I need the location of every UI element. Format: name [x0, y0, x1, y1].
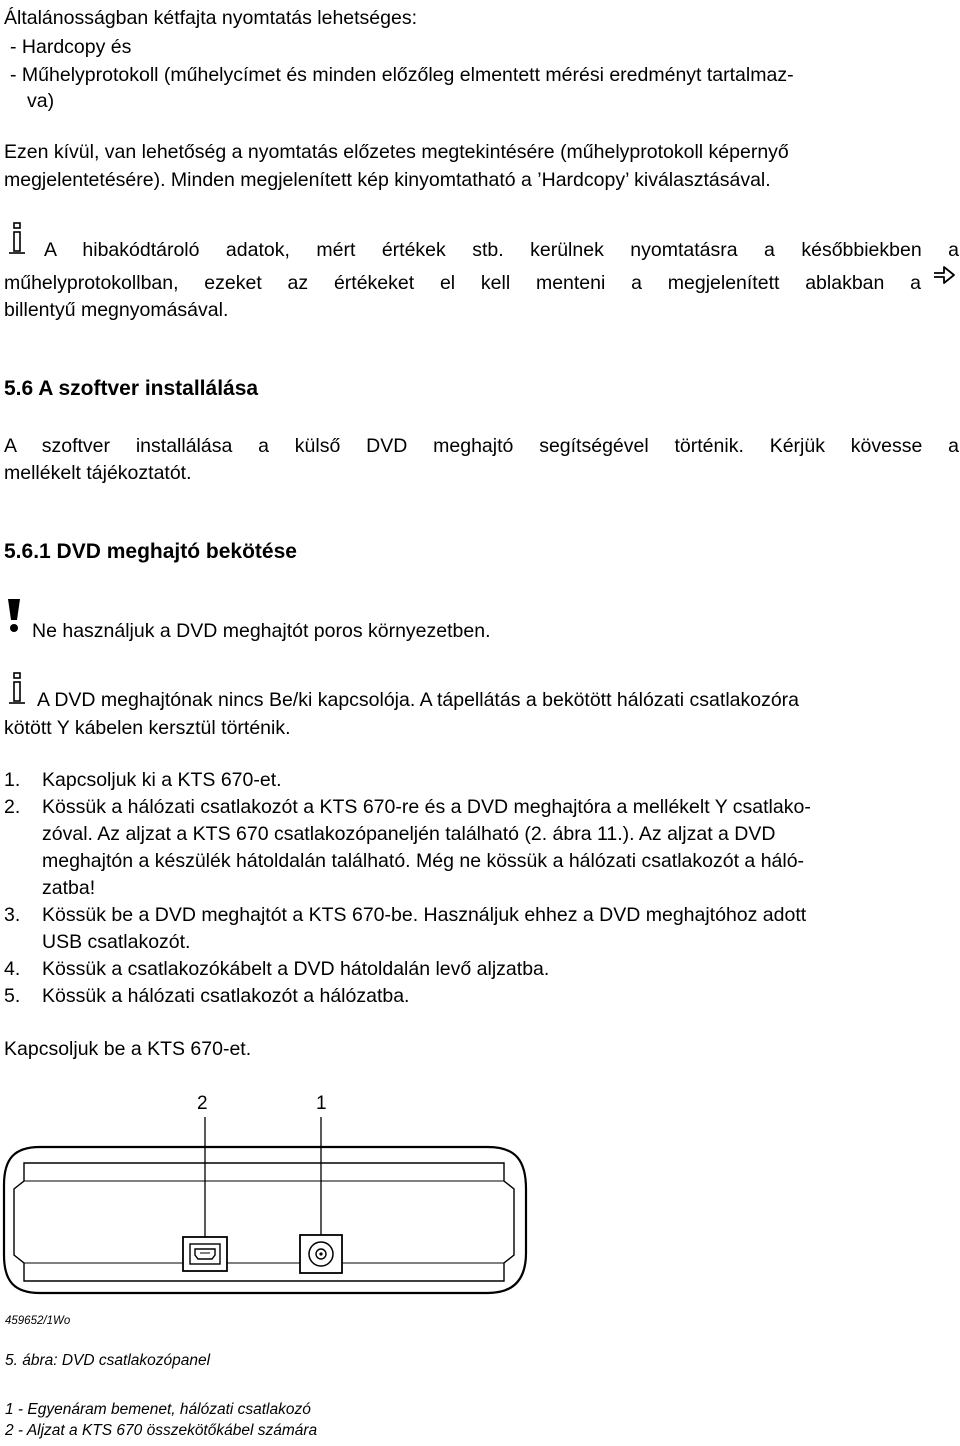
step-text: USB csatlakozót. — [42, 931, 191, 953]
step-number: 3. — [4, 904, 21, 926]
enter-key-icon — [930, 264, 958, 291]
usb-socket-icon — [183, 1237, 227, 1271]
callout-label-1: 1 — [316, 1093, 327, 1114]
intro-item-cont: va) — [27, 90, 55, 112]
figure-legend-item: 2 - Aljzat a KTS 670 összekötőkábel számára — [5, 1422, 318, 1439]
warning-text: Ne használjuk a DVD meghajtót poros környezetben. — [32, 620, 491, 642]
step-text: Kössük a hálózati csatlakozót a KTS 670-re és a DVD meghajtóra a mellékelt Y csatlako- — [42, 796, 811, 818]
step-text: meghajtón a készülék hátoldalán található. Még ne kössük a hálózati csatlakozót a háló- — [42, 850, 805, 872]
intro-item: - Hardcopy és — [10, 36, 132, 58]
step-number: 5. — [4, 985, 21, 1007]
intro-item: - Műhelyprotokoll (műhelycímet és minden előzőleg elmentett mérési eredményt tartalmaz- — [10, 64, 794, 86]
note-line: A DVD meghajtónak nincs Be/ki kapcsolója. A tápellátás a bekötött hálózati csatlakozóra — [37, 689, 800, 711]
note-line: műhelyprotokollban, ezeket az értékeket el kell menteni a megjelenített ablakban a — [4, 272, 921, 294]
paragraph-line: mellékelt tájékoztatót. — [4, 462, 192, 484]
figure-caption: 5. ábra: DVD csatlakozópanel — [5, 1352, 211, 1369]
callout-label-2: 2 — [197, 1093, 208, 1114]
dc-power-jack-icon — [300, 1235, 342, 1273]
step-text: Kapcsoljuk ki a KTS 670-et. — [42, 769, 282, 791]
step-number: 1. — [4, 769, 21, 791]
paragraph-line: megjelentetésére). Minden megjelenített kép kinyomtatható a ’Hardcopy’ kiválasztásával. — [4, 169, 771, 191]
step-number: 4. — [4, 958, 21, 980]
step-text: Kössük a csatlakozókábelt a DVD hátoldalán levő aljzatba. — [42, 958, 550, 980]
section-heading: 5.6 A szoftver installálása — [4, 377, 259, 400]
paragraph-line: A szoftver installálása a külső DVD meghajtó segítségével történik. Kérjük kövesse a — [4, 435, 959, 457]
dvd-panel-drawing — [0, 1085, 960, 1335]
subsection-heading: 5.6.1 DVD meghajtó bekötése — [4, 540, 297, 563]
paragraph-line: Ezen kívül, van lehetőség a nyomtatás előzetes megtekintésére (műhelyprotokoll képernyő — [4, 141, 789, 163]
info-icon — [7, 222, 27, 263]
closing-text: Kapcsoljuk be a KTS 670-et. — [4, 1038, 252, 1060]
warning-icon — [6, 598, 22, 639]
intro-line: Általánosságban kétfajta nyomtatás lehetséges: — [4, 7, 418, 29]
step-number: 2. — [4, 796, 21, 818]
note-line: kötött Y kábelen kersztül történik. — [4, 717, 291, 739]
info-icon — [7, 672, 27, 713]
step-text: Kössük a hálózati csatlakozót a hálózatba. — [42, 985, 410, 1007]
step-text: zatba! — [42, 877, 96, 899]
note-line: billentyű megnyomásával. — [4, 299, 229, 321]
figure-code: 459652/1Wo — [5, 1315, 71, 1327]
figure-legend-item: 1 - Egyenáram bemenet, hálózati csatlakozó — [5, 1401, 311, 1418]
housing-outline — [4, 1147, 526, 1293]
step-text: zóval. Az aljzat a KTS 670 csatlakozópaneljén található (2. ábra 11.). Az aljzat a DVD — [42, 823, 776, 845]
figure-dvd-panel — [0, 1085, 960, 1335]
step-text: Kössük be a DVD meghajtót a KTS 670-be. Használjuk ehhez a DVD meghajtóhoz adott — [42, 904, 807, 926]
note-line: A hibakódtároló adatok, mért értékek stb. kerülnek nyomtatásra a későbbiekben a — [44, 239, 959, 261]
